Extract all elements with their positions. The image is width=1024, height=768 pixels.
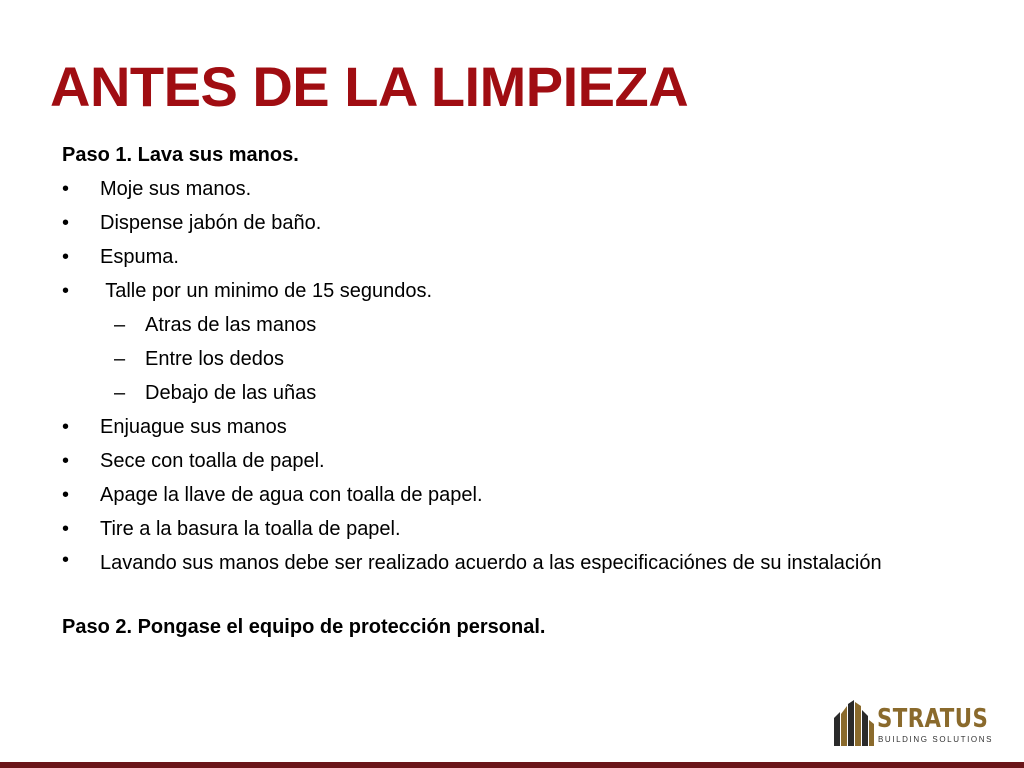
bullet-text: Moje sus manos. (100, 178, 252, 200)
logo-name: STRATUS (877, 704, 989, 734)
bullet-text: Talle por un minimo de 15 segundos. (100, 280, 433, 302)
dash-mark: – (114, 314, 126, 336)
bullet-mark: • (62, 549, 70, 571)
bullet-mark: • (62, 484, 70, 506)
sub-bullet-item (62, 308, 962, 342)
bullet-text: Dispense jabón de baño. (100, 212, 322, 234)
stratus-logo (832, 700, 994, 750)
bullet-text: Espuma. (100, 246, 179, 268)
bullet-mark: • (62, 518, 70, 540)
step-2-heading: Paso 2. Pongase el equipo de protección personal. (62, 616, 546, 638)
bullet-mark: • (62, 416, 70, 438)
bullet-text: Sece con toalla de papel. (100, 450, 325, 472)
logo-tagline: BUILDING SOLUTIONS (878, 735, 994, 744)
bullet-item (62, 206, 962, 240)
bullet-item (62, 410, 962, 444)
bullet-mark: • (62, 280, 70, 302)
bullet-text: Apage la llave de agua con toalla de papel. (100, 484, 483, 506)
sub-bullet-item (62, 376, 962, 410)
bullet-item (62, 478, 962, 512)
bullet-mark: • (62, 178, 70, 200)
dash-mark: – (114, 348, 126, 370)
step-1-heading: Paso 1. Lava sus manos. (62, 144, 299, 166)
buildings-icon (832, 700, 878, 748)
bullet-text: Tire a la basura la toalla de papel. (100, 518, 401, 540)
spacer (62, 580, 962, 610)
sub-bullet-item (62, 342, 962, 376)
bullet-item (62, 444, 962, 478)
bullet-item (62, 172, 962, 206)
bullet-item (62, 274, 962, 308)
bullet-item (62, 546, 962, 580)
sub-bullet-text: Entre los dedos (145, 348, 284, 370)
bottom-bar (0, 762, 1024, 768)
bullet-text: Enjuague sus manos (100, 416, 287, 438)
bullet-mark: • (62, 246, 70, 268)
bullet-mark: • (62, 450, 70, 472)
bullet-mark: • (62, 212, 70, 234)
bullet-item (62, 512, 962, 546)
slide-title: ANTES DE LA LIMPIEZA (50, 55, 689, 118)
sub-bullet-text: Debajo de las uñas (145, 382, 317, 404)
dash-mark: – (114, 382, 126, 404)
bullet-text: Lavando sus manos debe ser realizado acuerdo a las especificaciónes de su instalación (100, 552, 882, 574)
bullet-item (62, 240, 962, 274)
sub-bullet-text: Atras de las manos (145, 314, 317, 336)
slide-body (62, 138, 962, 644)
